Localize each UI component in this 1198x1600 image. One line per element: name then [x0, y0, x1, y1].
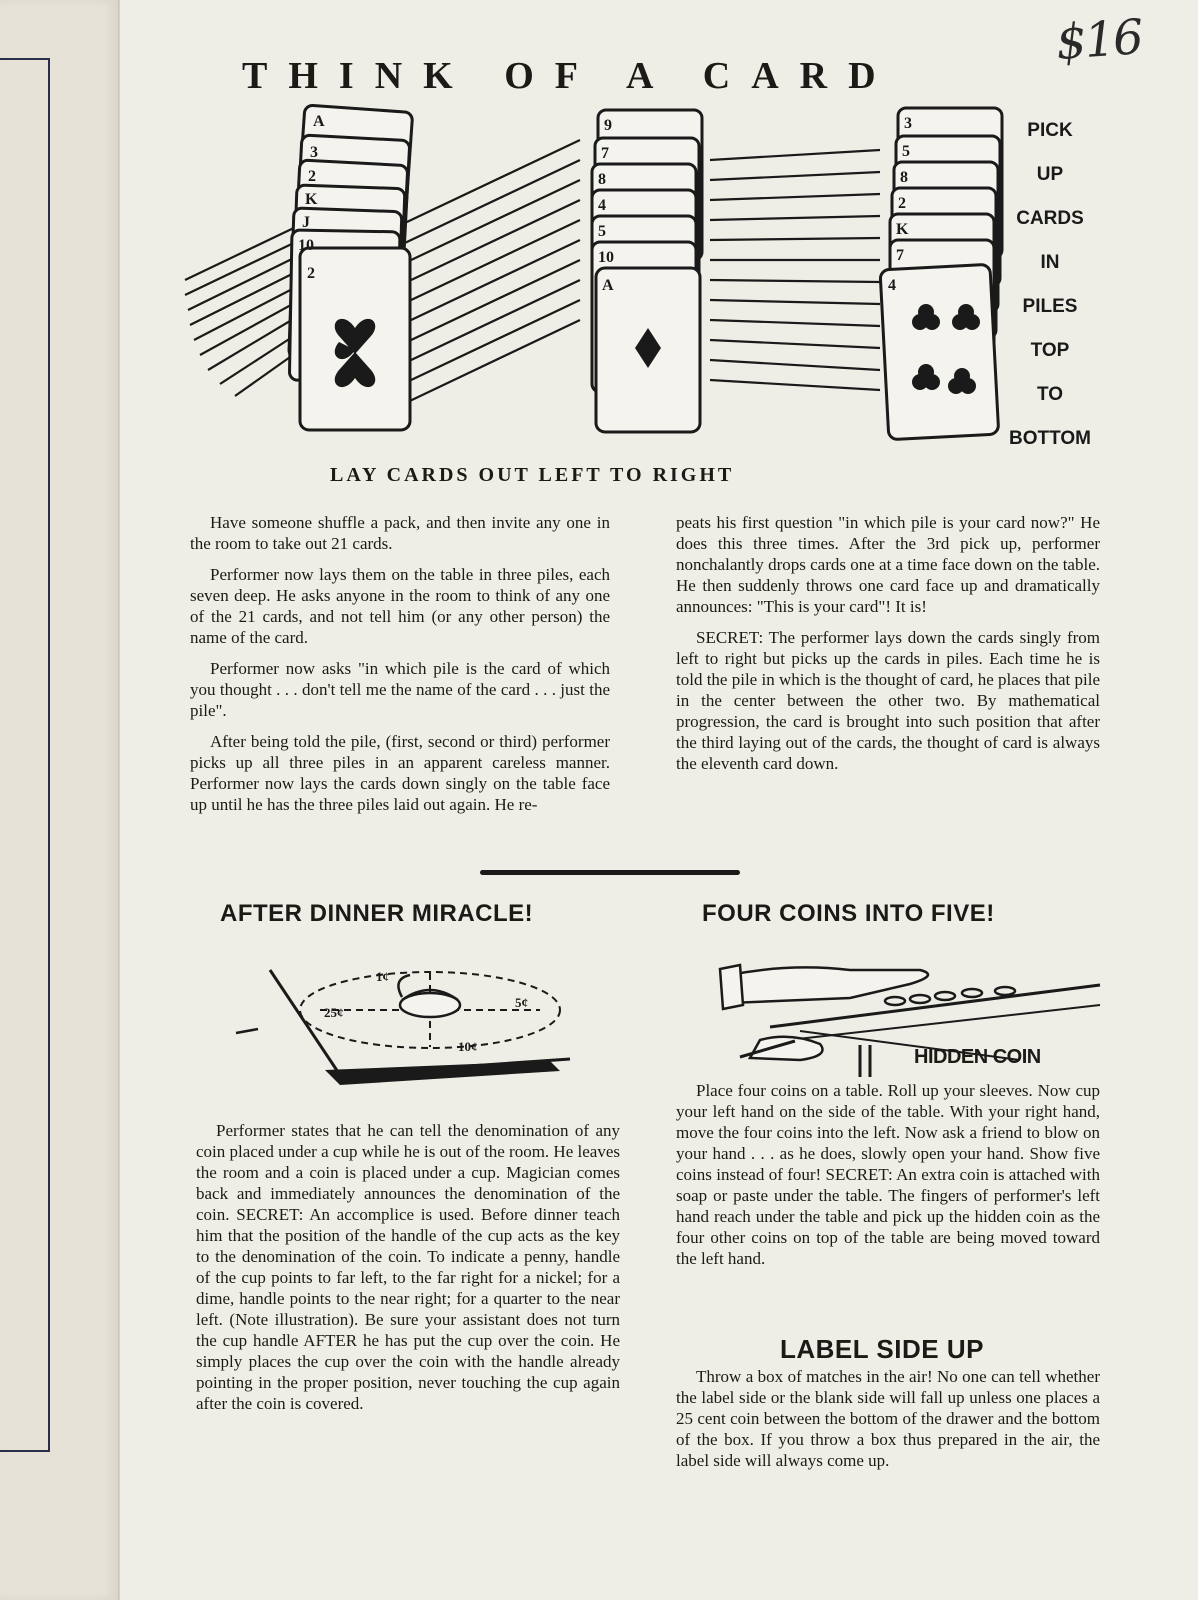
after-dinner-heading: AFTER DINNER MIRACLE!	[220, 900, 534, 927]
magazine-page	[120, 0, 1198, 1600]
right-pile-card-1-label: 3	[904, 115, 912, 132]
illustration-caption: LAY CARDS OUT LEFT TO RIGHT	[330, 464, 735, 486]
right-pile-card-6-label: 7	[896, 247, 904, 264]
think-card-text-right	[676, 512, 1100, 784]
right-pile-card-2-label: 5	[902, 143, 910, 160]
side-word: BOTTOM	[1009, 428, 1091, 449]
page-title: THINK OF A CARD	[242, 55, 897, 97]
right-pile-card-4-label: 2	[898, 195, 906, 212]
left-pile-card-6-label: 10	[298, 237, 314, 254]
paragraph: peats his first question "in which pile is your card now?" He does this three times. After the 3rd pick up, performer nonchalantly drops cards one at a time face down on the table. He then suddenly throws one card face up and dramatically announces: "This is your card"! It is!	[676, 513, 1100, 616]
paragraph: Performer now asks "in which pile is the card of which you thought . . . don't tell me the name of the card . . . just the pile".	[190, 659, 610, 720]
cup-handle-illustration	[230, 955, 590, 1095]
side-word: UP	[1036, 164, 1064, 185]
after-dinner-text	[196, 1120, 620, 1424]
left-pile-card-2-label: 3	[310, 144, 318, 161]
side-word: IN	[1040, 252, 1060, 273]
side-word: PILES	[1022, 296, 1078, 317]
left-pile-card-4-label: K	[305, 191, 318, 208]
side-word: TO	[1036, 384, 1064, 405]
middle-pile-card-1-label: 9	[604, 117, 612, 134]
paragraph: Throw a box of matches in the air! No one can tell whether the label side or the blank side will fall up unless one places a 25 cent coin between the bottom of the drawer and the bottom of the box. If you throw a box thus prepared in the air, the label side will always come up.	[676, 1367, 1100, 1470]
side-word: CARDS	[1016, 208, 1084, 229]
section-divider	[480, 870, 740, 875]
left-page-border-frame	[0, 58, 50, 1452]
paragraph: Place four coins on a table. Roll up your sleeves. Now cup your left hand on the side of the table. With your right hand, move the four coins into the left. Now ask a friend to blow on your hand . . . as he does, slowly open your hand. Show five coins instead of four! SECRET: An extra coin is attached with soap or paste under the table. The fingers of performer's left hand reach under the table and pick up the hidden coin as the four other coins on top of the table are being moved toward the left hand.	[676, 1081, 1100, 1268]
side-word: TOP	[1030, 340, 1070, 361]
hidden-coin-illustration	[710, 945, 1110, 1080]
right-pile-card-7-label: 4	[888, 277, 896, 294]
middle-pile-card-3-label: 8	[598, 171, 606, 188]
paragraph: Performer now lays them on the table in three piles, each seven deep. He asks anyone in the room to think of any one of the 21 cards, and not tell him (or any other person) the name of the card.	[190, 565, 610, 647]
label-side-text	[676, 1366, 1100, 1481]
left-pile-card-5-label: J	[302, 214, 310, 231]
paragraph: After being told the pile, (first, second or third) performer picks up all three piles in an apparent careless manner. Performer now lays the cards down singly on the table face up until he has the three piles laid out again. He re-	[190, 732, 610, 814]
four-coins-text	[676, 1080, 1100, 1279]
left-page-edge	[0, 0, 119, 1600]
right-pile-card-5-label: K	[896, 221, 909, 238]
label-side-heading: LABEL SIDE UP	[780, 1334, 984, 1364]
left-pile-card-3-label: 2	[308, 168, 316, 185]
card-piles-illustration	[180, 100, 1130, 470]
left-pile-card-1-label: A	[313, 113, 325, 130]
side-instructions	[990, 112, 1110, 464]
four-coins-heading: FOUR COINS INTO FIVE!	[702, 900, 995, 927]
think-card-text-left	[190, 512, 610, 825]
middle-pile-card-5-label: 5	[598, 223, 606, 240]
middle-pile-card-6-label: 10	[598, 249, 614, 266]
middle-pile-card-2-label: 7	[601, 145, 609, 162]
penny-label: 1¢	[376, 969, 389, 984]
middle-pile-card-4-label: 4	[598, 197, 606, 214]
right-pile-card-3-label: 8	[900, 169, 908, 186]
hidden-coin-label: HIDDEN COIN	[914, 1046, 1041, 1068]
middle-pile-card-7-label: A	[602, 277, 614, 294]
dime-label: 10¢	[458, 1039, 478, 1054]
quarter-label: 25¢	[324, 1005, 344, 1020]
paragraph: Performer states that he can tell the denomination of any coin placed under a cup while he is out of the room. He leaves the room and a coin is placed under a cup. Magician comes back and immediately announces the denomination of the coin. SECRET: An accomplice is used. Before dinner teach him that the position of the handle of the cup acts as the key to the denomination of the coin. To indicate a penny, handle of the cup points to far left, to the far right for a nickel; for a dime, handle points to the near right; for a quarter to the near left. (Note illustration). Be sure your assistant does not turn the cup handle AFTER he has put the cup over the coin. He simply places the cup over the coin with the handle already pointing in the proper position, never touching the cup again after the coin is covered.	[196, 1121, 620, 1413]
nickel-label: 5¢	[515, 995, 528, 1010]
side-word: PICK	[1027, 120, 1073, 141]
paragraph: SECRET: The performer lays down the cards singly from left to right but picks up the cards in piles. Each time he is told the pile in which is the thought of card, he places that pile in the center between the other two. By mathematical progression, the card is brought into such position that after the third laying out of the cards, the thought of card is always the eleventh card down.	[676, 628, 1100, 773]
handwritten-price: $16	[1054, 9, 1144, 71]
paragraph: Have someone shuffle a pack, and then invite any one in the room to take out 21 cards.	[190, 513, 610, 553]
right-card-pile	[880, 108, 1002, 440]
left-pile-card-7-label: 2	[307, 265, 315, 282]
